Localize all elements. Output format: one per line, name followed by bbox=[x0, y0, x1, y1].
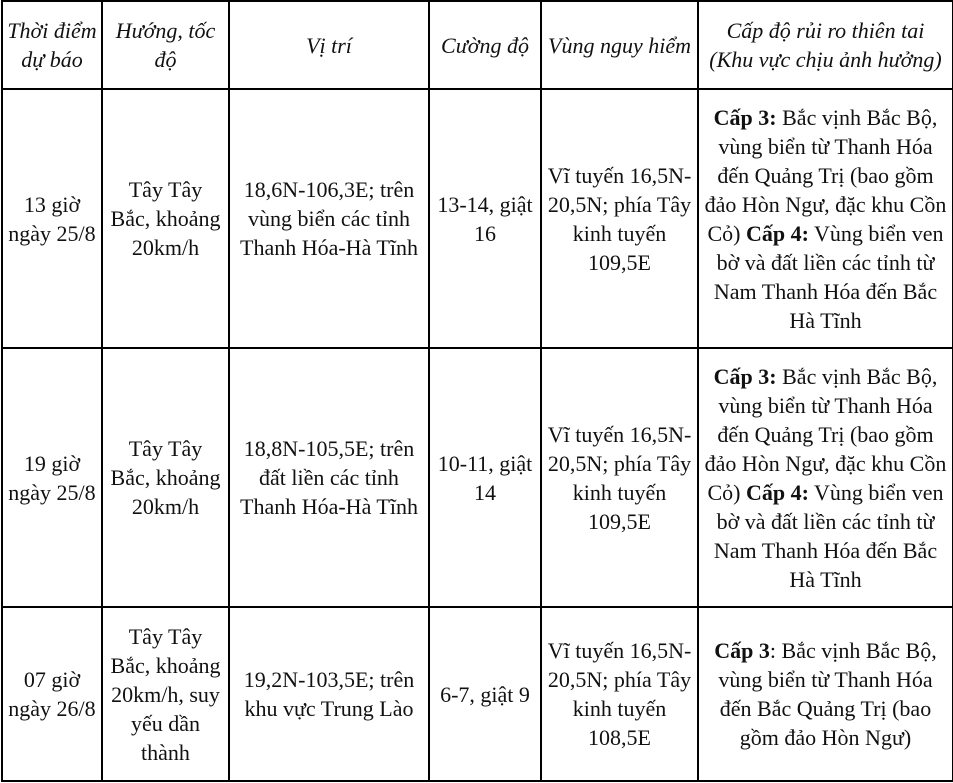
cell-danger-zone: Vĩ tuyến 16,5N-20,5N; phía Tây kinh tuyến 109,5E bbox=[541, 348, 698, 607]
cell-risk bbox=[698, 607, 953, 781]
header-intensity: Cường độ bbox=[429, 1, 541, 89]
risk-area-text: Bắc vịnh Bắc Bộ, vùng biển từ Thanh Hóa đến Quảng Trị (bao gồm đảo Hòn Ngư, đặc khu Cồn Cỏ) bbox=[704, 104, 947, 246]
cell-position: 18,8N-105,5E; trên đất liền các tỉnh Thanh Hóa-Hà Tĩnh bbox=[229, 348, 429, 607]
header-risk-level: Cấp độ rủi ro thiên tai (Khu vực chịu ảnh hưởng) bbox=[698, 1, 953, 89]
cell-intensity: 6-7, giật 9 bbox=[429, 607, 541, 781]
cell-position: 18,6N-106,3E; trên vùng biển các tỉnh Thanh Hóa-Hà Tĩnh bbox=[229, 89, 429, 348]
cell-direction: Tây Tây Bắc, khoảng 20km/h bbox=[102, 348, 229, 607]
cell-intensity: 13-14, giật 16 bbox=[429, 89, 541, 348]
cell-risk bbox=[698, 89, 953, 348]
cell-time: 13 giờ ngày 25/8 bbox=[2, 89, 102, 348]
table-row bbox=[2, 607, 953, 781]
risk-area-text: Vùng biển ven bờ và đất liền các tỉnh từ Nam Thanh Hóa đến Bắc Hà Tĩnh bbox=[713, 220, 944, 333]
cell-time: 07 giờ ngày 26/8 bbox=[2, 607, 102, 781]
cell-intensity: 10-11, giật 14 bbox=[429, 348, 541, 607]
header-danger-zone: Vùng nguy hiểm bbox=[541, 1, 698, 89]
header-forecast-time: Thời điểm dự báo bbox=[2, 1, 102, 89]
storm-forecast-table bbox=[1, 0, 953, 782]
risk-level-label: Cấp 3: bbox=[713, 363, 777, 389]
cell-danger-zone: Vĩ tuyến 16,5N-20,5N; phía Tây kinh tuyến 108,5E bbox=[541, 607, 698, 781]
cell-direction: Tây Tây Bắc, khoảng 20km/h, suy yếu dần thành bbox=[102, 607, 229, 781]
cell-position: 19,2N-103,5E; trên khu vực Trung Lào bbox=[229, 607, 429, 781]
cell-time: 19 giờ ngày 25/8 bbox=[2, 348, 102, 607]
table-header-row bbox=[2, 1, 953, 89]
risk-level-label: Cấp 4: bbox=[745, 220, 809, 246]
header-position: Vị trí bbox=[229, 1, 429, 89]
header-direction-speed: Hướng, tốc độ bbox=[102, 1, 229, 89]
cell-danger-zone: Vĩ tuyến 16,5N-20,5N; phía Tây kinh tuyến 109,5E bbox=[541, 89, 698, 348]
table-row bbox=[2, 348, 953, 607]
risk-level-label: Cấp 3: bbox=[713, 104, 777, 130]
risk-level-label: Cấp 4: bbox=[745, 479, 809, 505]
risk-area-text: Bắc vịnh Bắc Bộ, vùng biển từ Thanh Hóa đến Quảng Trị (bao gồm đảo Hòn Ngư, đặc khu Cồn Cỏ) bbox=[704, 363, 947, 505]
cell-direction: Tây Tây Bắc, khoảng 20km/h bbox=[102, 89, 229, 348]
table-row bbox=[2, 89, 953, 348]
risk-area-text: : Bắc vịnh Bắc Bộ, vùng biển từ Thanh Hóa đến Bắc Quảng Trị (bao gồm đảo Hòn Ngư) bbox=[718, 638, 937, 750]
risk-level-label: Cấp 3 bbox=[714, 638, 770, 663]
cell-risk bbox=[698, 348, 953, 607]
risk-area-text: Vùng biển ven bờ và đất liền các tỉnh từ Nam Thanh Hóa đến Bắc Hà Tĩnh bbox=[713, 479, 944, 592]
